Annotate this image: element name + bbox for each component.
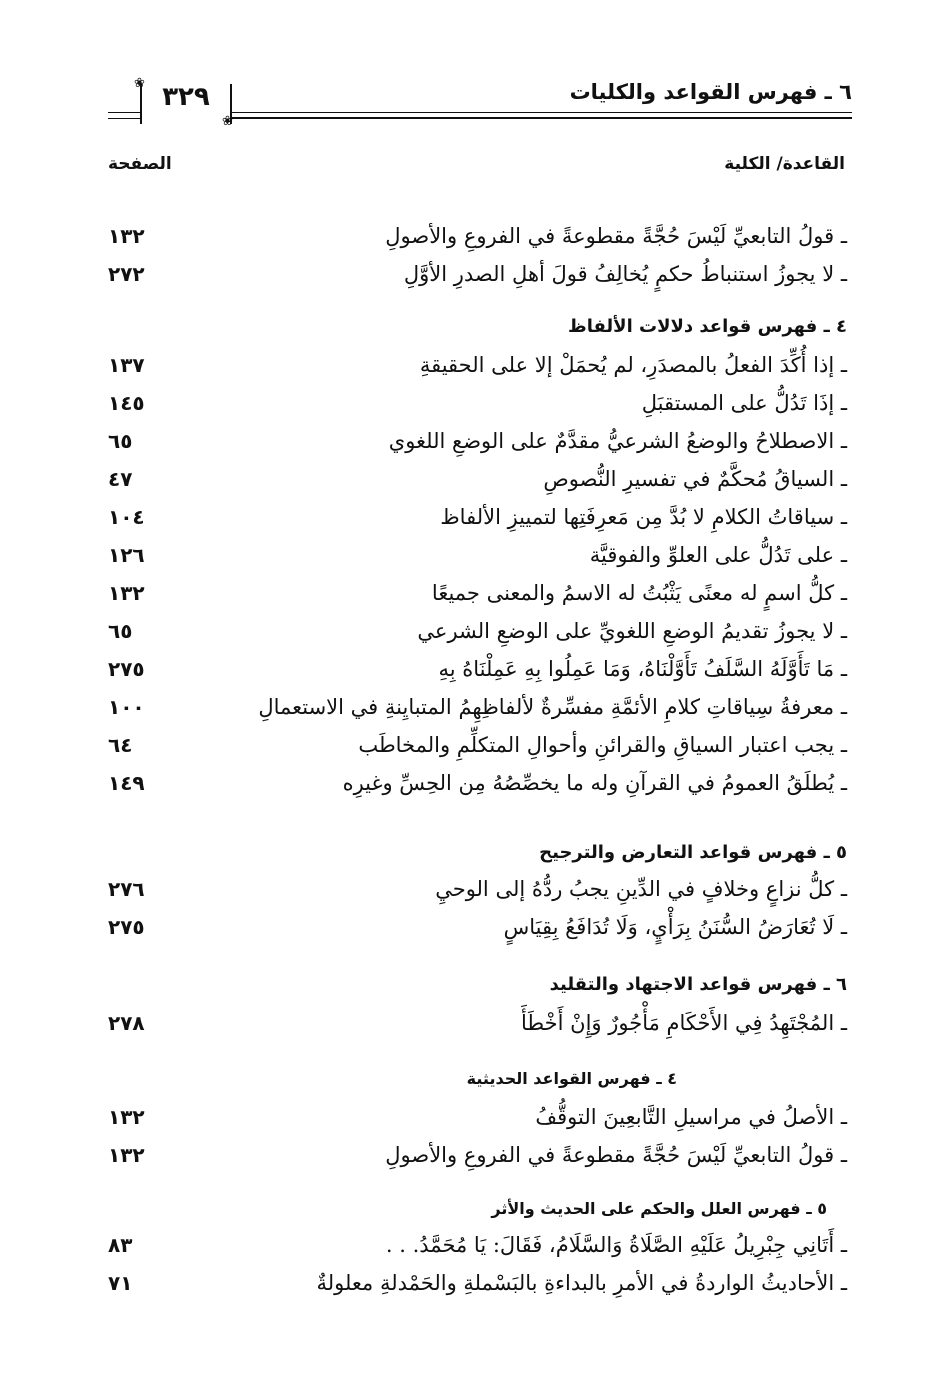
header-rule	[230, 112, 852, 113]
entry-page-number: ١٣٢	[108, 1143, 145, 1167]
entry-page-number: ١٣٢	[108, 1105, 145, 1129]
section-heading	[100, 836, 847, 870]
section-title: ٥ ـ فهرس العلل والحكم على الحديث والأثر	[491, 1199, 827, 1218]
entry-page-number: ٢٧٥	[108, 915, 145, 939]
entry-text: ـ السياقُ مُحكَّمٌ في تفسيرِ النُّصوصِ	[543, 467, 847, 491]
entry-page-number: ٤٧	[108, 467, 133, 491]
index-entry	[100, 500, 847, 534]
entry-text: ـ كلُّ نزاعٍ وخلافٍ في الدِّينِ يجبُ ردُّهُ إلى الوحيِ	[435, 877, 847, 901]
entry-page-number: ١٠٤	[108, 505, 145, 529]
entry-text: ـ إذا أُكِّدَ الفعلُ بالمصدَرِ، لم يُحمَلْ إلا على الحقيقةِ	[419, 353, 847, 377]
section-heading	[100, 1062, 847, 1096]
entry-page-number: ٦٤	[108, 733, 133, 757]
index-entry	[100, 872, 847, 906]
index-entry	[100, 1138, 847, 1172]
entry-text: ـ يجب اعتبار السياقِ والقرائنِ وأحوالِ المتكلِّمِ والمخاطَب	[358, 733, 847, 757]
entry-text: ـ أَتَانِي جِبْرِيلُ عَلَيْهِ الصَّلَاةُ وَالسَّلَامُ، فَقَالَ: يَا مُحَمَّدُ. . .	[385, 1233, 847, 1257]
entry-page-number: ١٣٢	[108, 581, 145, 605]
entry-page-number: ١٢٦	[108, 543, 145, 567]
entry-page-number: ٢٧٦	[108, 877, 145, 901]
entry-text: ـ الأصلُ في مراسيلِ التَّابعِينَ التوقُّفُ	[535, 1105, 847, 1129]
entry-text: ـ سياقاتُ الكلامِ لا بُدَّ مِن مَعرِفَتِها لتمييزِ الألفاظ	[440, 505, 847, 529]
page-number: ٣٢٩	[162, 82, 210, 112]
entry-text: ـ مَا تَأَوَّلَهُ السَّلَفُ تَأَوَّلْنَاهُ، وَمَا عَمِلُوا بِهِ عَمِلْنَاهُ بِهِ	[438, 657, 847, 681]
entry-text: ـ قولُ التابعيِّ لَيْسَ حُجَّةً مقطوعةً في الفروعِ والأصولِ	[385, 224, 847, 248]
entry-page-number: ١٣٧	[108, 353, 145, 377]
entry-text: ـ كلُّ اسمٍ له معنًى يَثْبُتُ له الاسمُ والمعنى جميعًا	[431, 581, 847, 605]
entry-text: ـ إذَا تَدُلُّ على المستقبَلِ	[641, 391, 847, 415]
index-entry	[100, 1100, 847, 1134]
index-entry	[100, 1228, 847, 1262]
section-title: ٥ ـ فهرس قواعد التعارض والترجيح	[539, 842, 847, 863]
entry-page-number: ٢٧٢	[108, 262, 145, 286]
section-heading	[100, 1192, 847, 1226]
index-entry	[100, 766, 847, 800]
entry-page-number: ١٤٩	[108, 771, 145, 795]
index-entry	[100, 576, 847, 610]
entry-page-number: ٦٥	[108, 619, 133, 643]
index-entry	[100, 652, 847, 686]
entry-page-number: ١٠٠	[108, 695, 145, 719]
index-entry	[100, 462, 847, 496]
ornament-icon: ❀	[134, 76, 145, 91]
entry-page-number: ١٤٥	[108, 391, 145, 415]
entry-text: ـ الاصطلاحُ والوضعُ الشرعيُّ مقدَّمٌ على الوضعِ اللغوي	[388, 429, 847, 453]
index-entry	[100, 219, 847, 253]
entry-text: ـ لَا تُعَارَضُ السُّنَنُ بِرَأْيٍ، وَلَا تُدَافَعُ بِقِيَاسٍ	[503, 915, 847, 939]
ornament-icon: ❀	[222, 114, 233, 129]
running-header-title: ٦ ـ فهرس القواعد والكليات	[569, 80, 852, 104]
section-title: ٦ ـ فهرس قواعد الاجتهاد والتقليد	[549, 974, 847, 995]
index-entry	[100, 424, 847, 458]
index-entry	[100, 728, 847, 762]
entry-page-number: ١٣٢	[108, 224, 145, 248]
entry-text: ـ المُجْتَهِدُ فِي الأَحْكَامِ مَأْجُورٌ وَإِنْ أَخْطَأَ	[521, 1011, 847, 1035]
entry-text: ـ على تَدُلُّ على العلوِّ والفوقيَّة	[589, 543, 847, 567]
index-entry	[100, 614, 847, 648]
index-entry	[100, 348, 847, 382]
entry-text: ـ الأحاديثُ الواردةُ في الأمرِ بالبداءةِ بالبَسْملةِ والحَمْدلةِ معلولةٌ	[316, 1271, 847, 1295]
section-heading	[100, 310, 847, 344]
header-rule-left	[108, 112, 140, 113]
index-entry	[100, 257, 847, 291]
entry-text: ـ لا يجوزُ استنباطُ حكمٍ يُخالِفُ قولَ أهلِ الصدرِ الأوَّلِ	[403, 262, 847, 286]
section-title: ٤ ـ فهرس قواعد دلالات الألفاظ	[568, 316, 847, 337]
entry-page-number: ٢٧٥	[108, 657, 145, 681]
index-entry	[100, 910, 847, 944]
entry-page-number: ٨٣	[108, 1233, 133, 1257]
index-entry	[100, 690, 847, 724]
entry-page-number: ٦٥	[108, 429, 133, 453]
header-rule-thick	[230, 117, 852, 119]
section-heading	[100, 968, 847, 1002]
section-title: ٤ ـ فهرس القواعد الحديثية	[466, 1069, 677, 1088]
index-entry	[100, 1266, 847, 1300]
entry-page-number: ٧١	[108, 1271, 133, 1295]
entry-text: ـ معرفةُ سِياقاتِ كلامِ الأئمَّةِ مفسِّرةٌ لألفاظِهِمُ المتبايِنةِ في الاستعمالِ	[258, 695, 847, 719]
entry-text: ـ يُطلَقُ العمومُ في القرآنِ وله ما يخصِّصُهُ مِن الحِسِّ وغيرِه	[342, 771, 847, 795]
column-head-page: الصفحة	[108, 154, 172, 174]
entry-text: ـ لا يجوزُ تقديمُ الوضعِ اللغويِّ على الوضعِ الشرعي	[417, 619, 847, 643]
entry-text: ـ قولُ التابعيِّ لَيْسَ حُجَّةً مقطوعةً في الفروعِ والأصولِ	[385, 1143, 847, 1167]
column-head-rule: القاعدة/ الكلية	[724, 154, 845, 174]
index-entry	[100, 386, 847, 420]
entry-page-number: ٢٧٨	[108, 1011, 145, 1035]
index-entry	[100, 1006, 847, 1040]
header-rule-left-2	[108, 118, 140, 119]
index-entry	[100, 538, 847, 572]
